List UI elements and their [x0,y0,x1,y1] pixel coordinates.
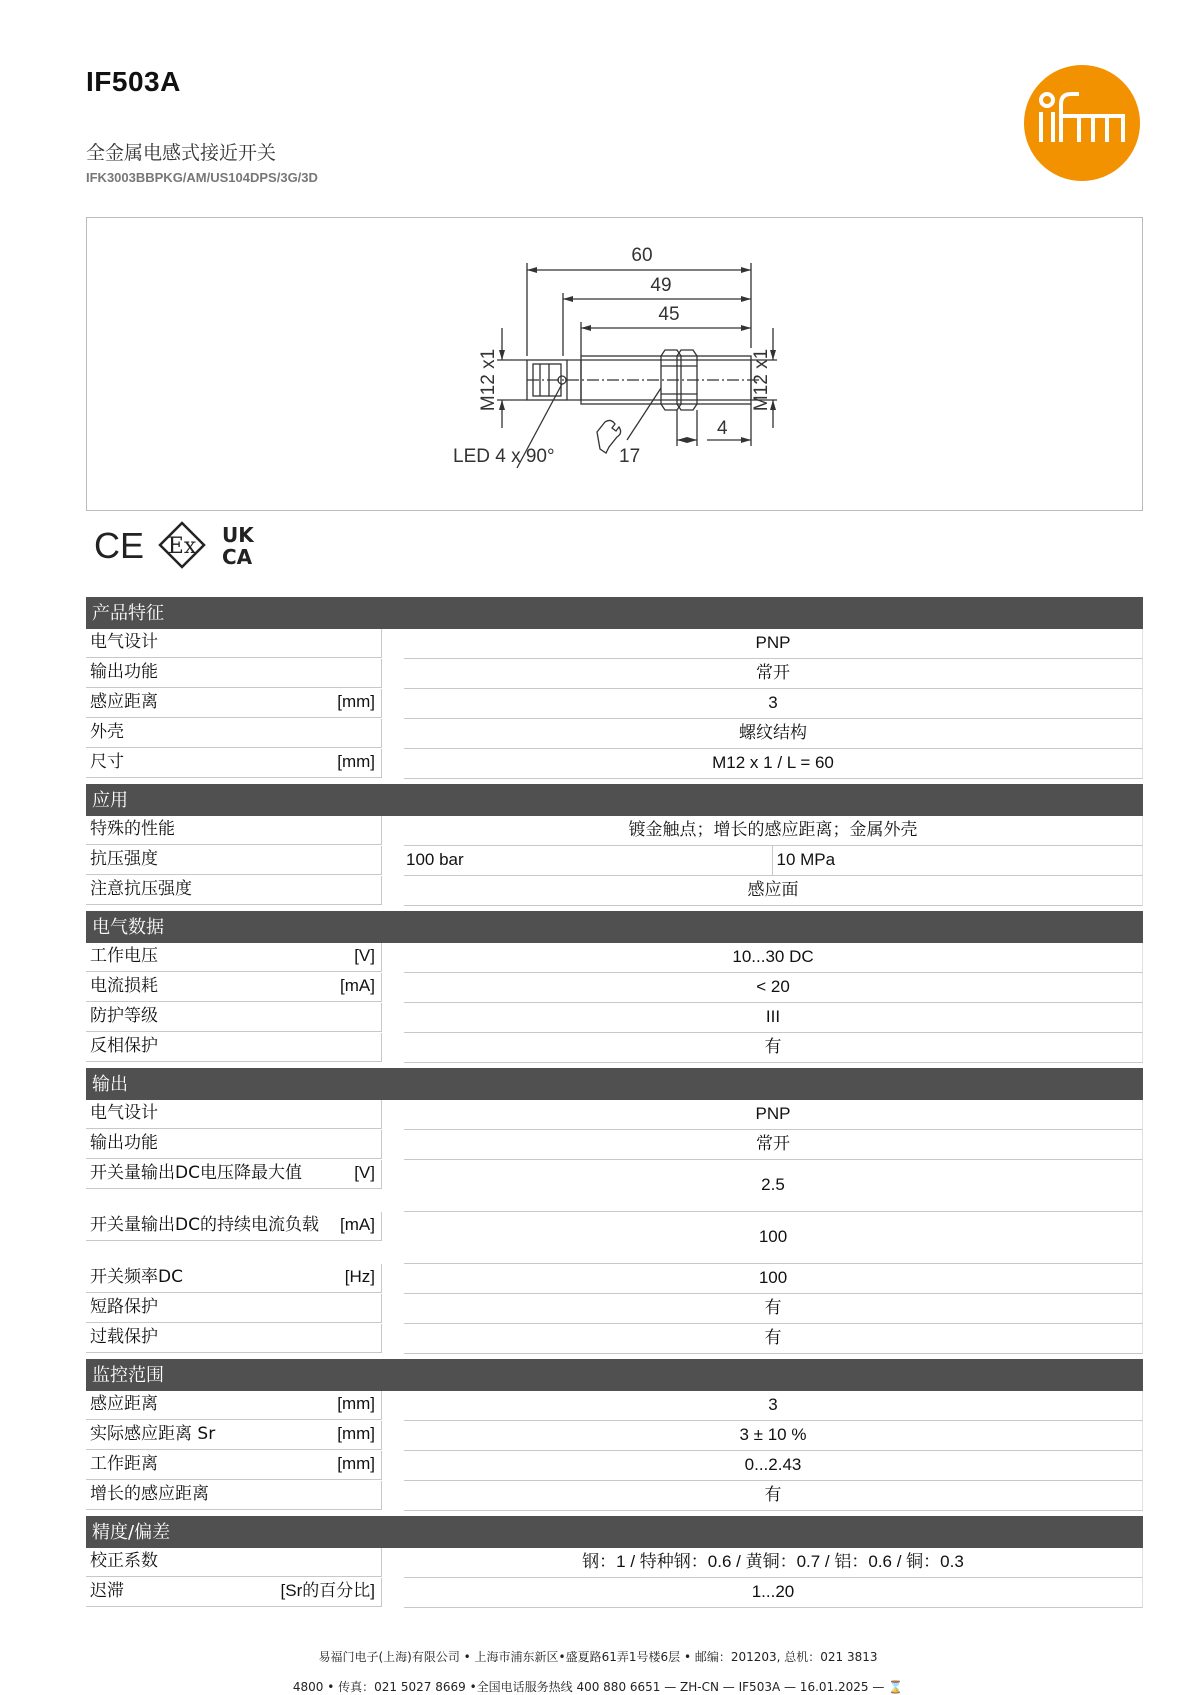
spec-label-cell [86,689,382,718]
spec-value: 0...2.43 [404,1451,1143,1481]
section-header: 产品特征 [86,597,1143,629]
spec-label-cell [86,943,382,972]
spec-value [404,846,1143,876]
spec-row [86,1578,1143,1608]
spec-row [86,659,1143,689]
spec-label: 实际感应距离 Sr [90,1424,216,1444]
led-label: LED 4 x 90° [453,446,555,467]
spec-value: PNP [404,1100,1143,1130]
spec-value: < 20 [404,973,1143,1003]
spec-row [86,1294,1143,1324]
spec-row [86,1100,1143,1130]
spec-unit: [mm] [337,1424,375,1443]
ukca-mark-icon [222,523,255,569]
dimension-drawing-svg [87,218,1144,512]
spec-label: 工作电压 [90,946,158,966]
spec-label: 反相保护 [90,1036,158,1056]
spec-row [86,749,1143,779]
spec-label-cell [86,1481,382,1510]
spec-label: 输出功能 [90,1133,158,1153]
spec-value: 感应面 [404,876,1143,906]
spec-value-mpa: 10 MPa [772,846,1143,875]
spec-label-cell [86,1421,382,1450]
product-title: IF503A [86,66,181,97]
spec-value: 100 [404,1264,1143,1294]
spec-label-cell [86,1578,382,1607]
spec-value: M12 x 1 / L = 60 [404,749,1143,779]
footer-address: 易福门电子(上海)有限公司 • 上海市浦东新区•盛夏路61弄1号楼6层 • 邮编：201203, 总机：021 3813 [318,1650,878,1664]
spec-label: 外壳 [90,722,124,742]
spec-label-cell [86,1324,382,1353]
spec-value: 常开 [404,1130,1143,1160]
spec-label: 电气设计 [90,632,158,652]
svg-text:UK: UK [222,523,254,547]
spec-table [86,597,1143,1608]
svg-text:CA: CA [222,545,253,569]
spec-value: 3 [404,1391,1143,1421]
spec-label-cell [86,876,382,905]
product-code: IFK3003BBPKG/AM/US104DPS/3G/3D [86,170,318,185]
spec-label: 感应距离 [90,692,158,712]
spec-unit: [V] [354,946,375,965]
spec-value: 有 [404,1324,1143,1354]
spec-value: 钢：1 / 特种钢：0.6 / 黄铜：0.7 / 铝：0.6 / 铜：0.3 [404,1548,1143,1578]
spec-label-cell [86,1160,382,1189]
spec-label-cell [86,719,382,748]
spec-row [86,1212,1143,1264]
spec-label: 迟滞 [90,1581,124,1601]
wrench-size: 17 [619,446,641,467]
spec-label: 输出功能 [90,662,158,682]
spec-unit: [V] [354,1163,375,1182]
spec-value: 3 [404,689,1143,719]
spec-row [86,1421,1143,1451]
spec-label: 防护等级 [90,1006,158,1026]
spec-label-cell [86,659,382,688]
spec-row [86,943,1143,973]
spec-row [86,1160,1143,1212]
spec-label-cell [86,1451,382,1480]
spec-unit: [mm] [337,692,375,711]
spec-value: 2.5 [404,1160,1143,1212]
spec-value: III [404,1003,1143,1033]
spec-row [86,719,1143,749]
spec-label: 尺寸 [90,752,124,772]
spec-label-cell [86,1100,382,1129]
dim-49: 49 [650,275,672,296]
spec-value: 100 [404,1212,1143,1264]
section-header: 电气数据 [86,911,1143,943]
ce-mark-icon: CE [94,525,145,566]
ex-mark-icon [160,523,204,567]
footer-contact: 4800 • 传真：021 5027 8669 •全国电话服务热线 400 880 6651 — ZH-CN — IF503A — 16.01.2025 — ⌛ [292,1680,904,1694]
spec-label: 增长的感应距离 [90,1484,209,1504]
spec-unit: [mA] [340,976,375,995]
product-subtitle: 全金属电感式接近开关 [86,142,277,164]
spec-label: 开关量输出DC的持续电流负载 [90,1215,319,1235]
spec-row [86,876,1143,906]
spec-row [86,689,1143,719]
spec-label-cell [86,1391,382,1420]
spec-row [86,1033,1143,1063]
spec-label: 电气设计 [90,1103,158,1123]
spec-value: 镀金触点；增长的感应距离；金属外壳 [404,816,1143,846]
spec-label: 开关频率DC [90,1267,183,1287]
spec-value: 有 [404,1294,1143,1324]
spec-label: 抗压强度 [90,849,158,869]
thread-right: M12 x1 [751,348,772,412]
spec-label-cell [86,749,382,778]
spec-row [86,1391,1143,1421]
ifm-logo [1023,64,1141,182]
section-header: 监控范围 [86,1359,1143,1391]
spec-row [86,973,1143,1003]
svg-text:Ex: Ex [167,534,197,559]
spec-value: PNP [404,629,1143,659]
spec-label: 感应距离 [90,1394,158,1414]
spec-label: 注意抗压强度 [90,879,192,899]
spec-value: 3 ± 10 % [404,1421,1143,1451]
spec-value-bar: 100 bar [406,850,464,869]
spec-label: 工作距离 [90,1454,158,1474]
section-header: 应用 [86,784,1143,816]
logo-text: ifm [1082,176,1084,177]
spec-label-cell [86,1130,382,1159]
spec-label-cell [86,1003,382,1032]
spec-label: 电流损耗 [90,976,158,996]
dim-4: 4 [717,418,728,439]
spec-unit: [mm] [337,752,375,771]
spec-label-cell [86,816,382,845]
spec-label-cell [86,1033,382,1062]
spec-unit: [Hz] [344,1267,375,1286]
spec-label-cell [86,846,382,875]
spec-label-cell [86,973,382,1002]
spec-label: 特殊的性能 [90,819,175,839]
spec-label-cell [86,1294,382,1323]
spec-value: 常开 [404,659,1143,689]
spec-label: 过载保护 [90,1327,158,1347]
dimension-drawing [86,217,1143,511]
spec-row [86,1003,1143,1033]
dim-45: 45 [658,304,680,325]
spec-row [86,846,1143,876]
spec-label-cell [86,1548,382,1577]
spec-value: 10...30 DC [404,943,1143,973]
spec-row [86,1264,1143,1294]
spec-row [86,1481,1143,1511]
certification-marks [92,520,272,570]
spec-row [86,1324,1143,1354]
spec-value: 有 [404,1481,1143,1511]
spec-label-cell [86,1212,382,1241]
spec-label: 校正系数 [90,1551,158,1571]
spec-value: 螺纹结构 [404,719,1143,749]
spec-row [86,816,1143,846]
section-header: 精度/偏差 [86,1516,1143,1548]
thread-left: M12 x1 [478,348,499,412]
spec-label-cell [86,629,382,658]
spec-row [86,1451,1143,1481]
spec-unit: [mm] [337,1454,375,1473]
spec-label-cell [86,1264,382,1293]
spec-label: 短路保护 [90,1297,158,1317]
spec-unit: [mA] [340,1215,375,1234]
spec-row [86,629,1143,659]
section-header: 输出 [86,1068,1143,1100]
dim-60: 60 [631,245,653,266]
spec-value: 有 [404,1033,1143,1063]
spec-row [86,1130,1143,1160]
spec-label: 开关量输出DC电压降最大值 [90,1163,302,1183]
spec-unit: [Sr的百分比] [280,1581,375,1600]
spec-row [86,1548,1143,1578]
spec-unit: [mm] [337,1394,375,1413]
spec-value: 1...20 [404,1578,1143,1608]
